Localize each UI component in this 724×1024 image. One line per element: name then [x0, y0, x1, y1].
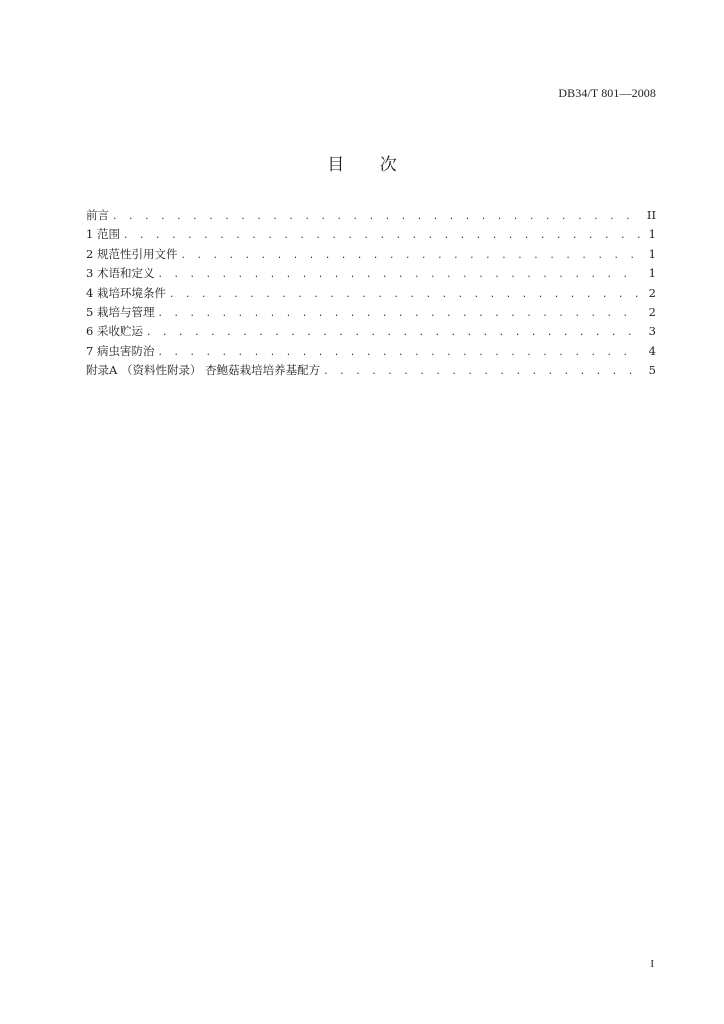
- toc-entry-page: 4: [648, 343, 656, 358]
- toc-entry-appendix-a[interactable]: [86, 361, 656, 380]
- toc-entry-cultivation-management[interactable]: [86, 303, 656, 322]
- toc-entry-label: 3 术语和定义: [86, 266, 155, 281]
- toc-entry-page: 1: [648, 246, 656, 261]
- toc-entry-page: 1: [648, 266, 656, 281]
- toc-entry-page: 1: [648, 227, 656, 242]
- toc-entry-label: 4 栽培环境条件: [86, 285, 166, 300]
- dot-leader: [112, 208, 640, 227]
- toc-entry-scope[interactable]: [86, 225, 656, 244]
- toc-entry-normative-references[interactable]: [86, 245, 656, 264]
- dot-leader: [169, 286, 640, 305]
- toc-entry-label: 6 采收贮运: [86, 324, 143, 339]
- dot-leader: [146, 324, 640, 343]
- table-of-contents: [86, 206, 656, 381]
- page-number: I: [650, 958, 654, 970]
- toc-entry-environment[interactable]: [86, 284, 656, 303]
- dot-leader: [180, 247, 640, 266]
- toc-entry-label: 2 规范性引用文件: [86, 246, 178, 261]
- dot-leader: [157, 266, 640, 285]
- toc-entry-foreword[interactable]: [86, 206, 656, 225]
- toc-entry-label: 附录A （资料性附录） 杏鲍菇栽培培养基配方: [86, 363, 321, 378]
- toc-entry-label: 前言: [86, 208, 109, 222]
- toc-entry-page: 3: [648, 324, 656, 339]
- toc-entry-page: 5: [648, 363, 656, 378]
- dot-leader: [123, 227, 640, 246]
- toc-entry-page: 2: [648, 304, 656, 319]
- toc-entry-terms-definitions[interactable]: [86, 264, 656, 283]
- toc-entry-label: 1 范围: [86, 227, 120, 242]
- toc-entry-harvest-storage[interactable]: [86, 322, 656, 341]
- toc-entry-page: 2: [648, 285, 656, 300]
- toc-entry-pest-control[interactable]: [86, 342, 656, 361]
- toc-entry-label: 7 病虫害防治: [86, 343, 155, 358]
- toc-title: 目 次: [327, 155, 397, 175]
- toc-entry-label: 5 栽培与管理: [86, 304, 155, 319]
- standard-code: DB34/T 801—2008: [558, 86, 656, 100]
- toc-entry-page: II: [646, 208, 656, 222]
- dot-leader: [323, 363, 640, 382]
- dot-leader: [157, 305, 640, 324]
